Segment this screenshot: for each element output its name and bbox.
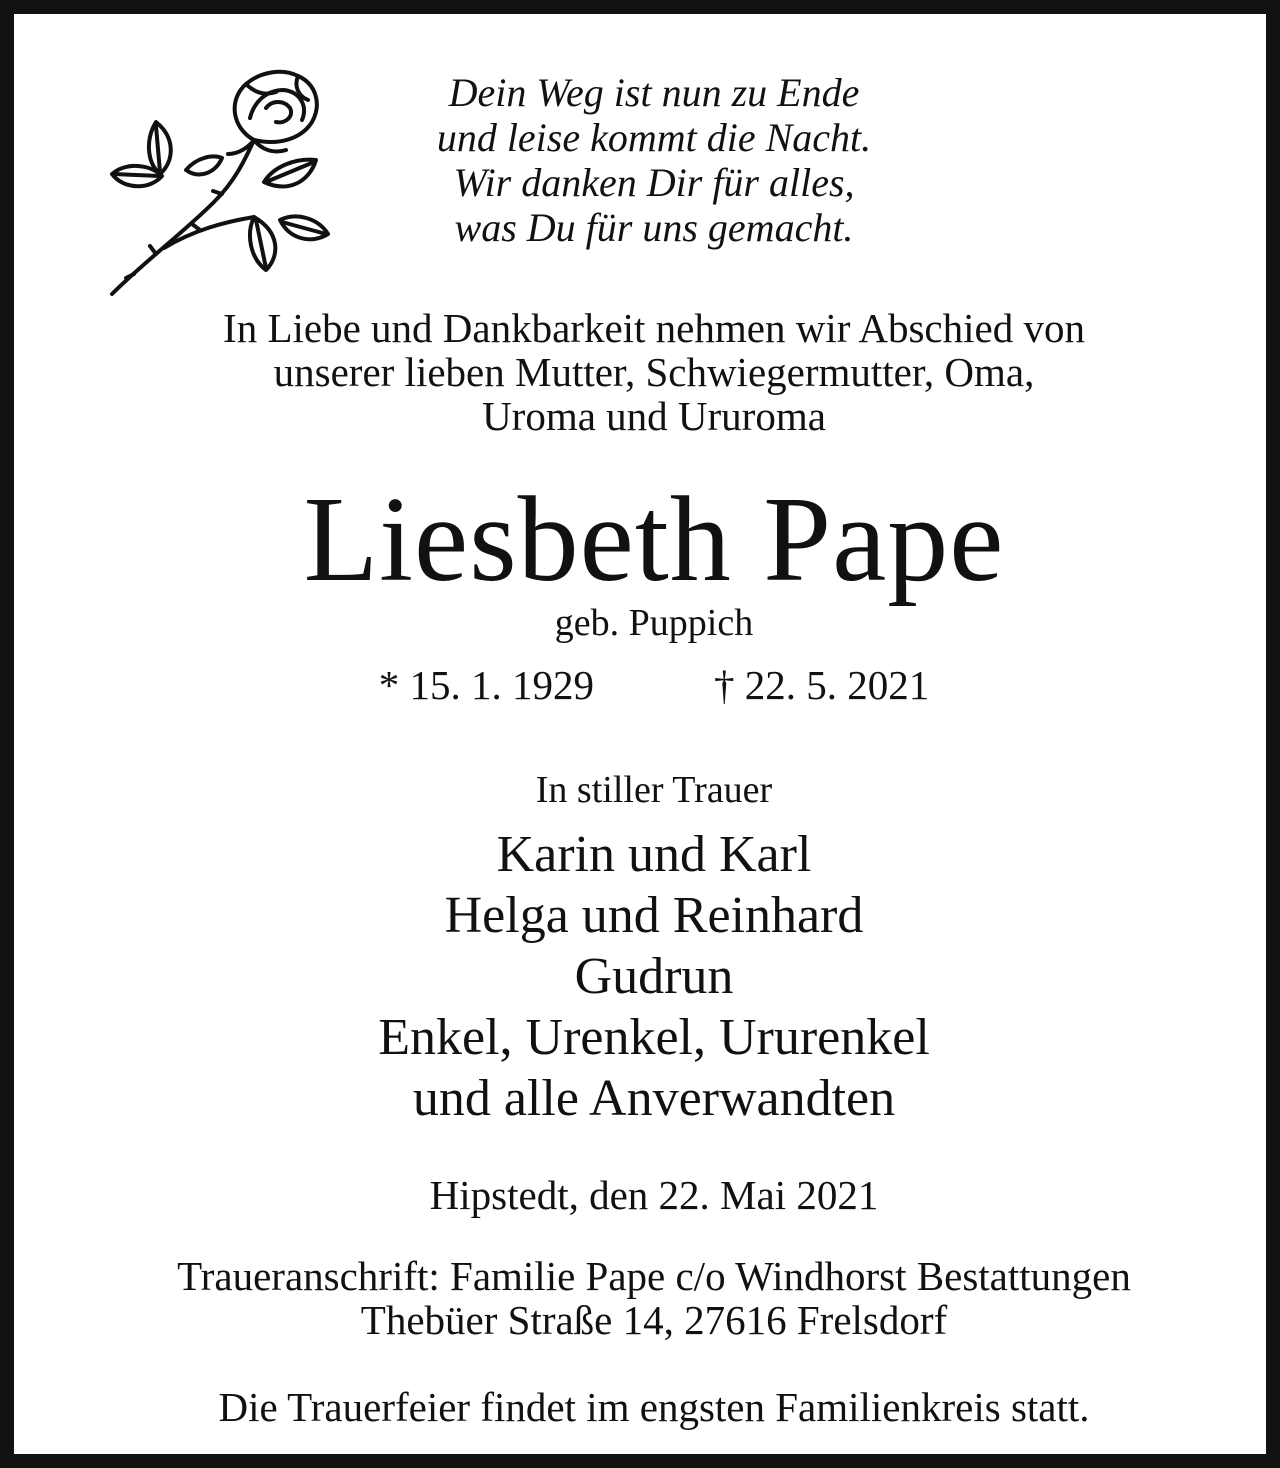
mourner-line: und alle Anverwandten xyxy=(412,1070,896,1127)
intro-line: unserer lieben Mutter, Schwiegermutter, Oma, xyxy=(273,349,1035,395)
mourning-heading: In stiller Trauer xyxy=(535,769,773,811)
farewell-intro xyxy=(14,306,1280,438)
mourner-line: Gudrun xyxy=(574,948,734,1005)
mourner-list xyxy=(14,824,1280,1129)
address-line: Traueranschrift: Familie Pape c/o Windhorst Bestattungen xyxy=(177,1253,1131,1299)
poem-line: Wir danken Dir für alles, xyxy=(453,160,855,205)
rose-icon xyxy=(104,62,334,298)
mourning-address xyxy=(14,1254,1280,1342)
maiden-name: geb. Puppich xyxy=(554,602,754,644)
poem-line: was Du für uns gemacht. xyxy=(454,205,854,250)
poem-line: und leise kommt die Nacht. xyxy=(436,115,872,160)
intro-line: Uroma und Ururoma xyxy=(482,393,826,439)
address-line: Thebüer Straße 14, 27616 Frelsdorf xyxy=(360,1297,948,1343)
life-dates xyxy=(14,660,1280,710)
deceased-name: Liesbeth Pape xyxy=(303,472,1005,607)
mourner-line: Enkel, Urenkel, Ururenkel xyxy=(378,1009,930,1066)
mourner-line: Karin und Karl xyxy=(496,826,812,883)
intro-line: In Liebe und Dankbarkeit nehmen wir Abschied von xyxy=(223,305,1085,351)
memorial-poem xyxy=(354,70,954,250)
place-and-date: Hipstedt, den 22. Mai 2021 xyxy=(429,1172,879,1218)
mourner-line: Helga und Reinhard xyxy=(444,887,864,944)
birth-date: * 15. 1. 1929 xyxy=(378,662,594,708)
poem-line: Dein Weg ist nun zu Ende xyxy=(448,70,860,115)
ceremony-note: Die Trauerfeier findet im engsten Familienkreis statt. xyxy=(218,1384,1090,1430)
death-date: † 22. 5. 2021 xyxy=(714,662,930,708)
